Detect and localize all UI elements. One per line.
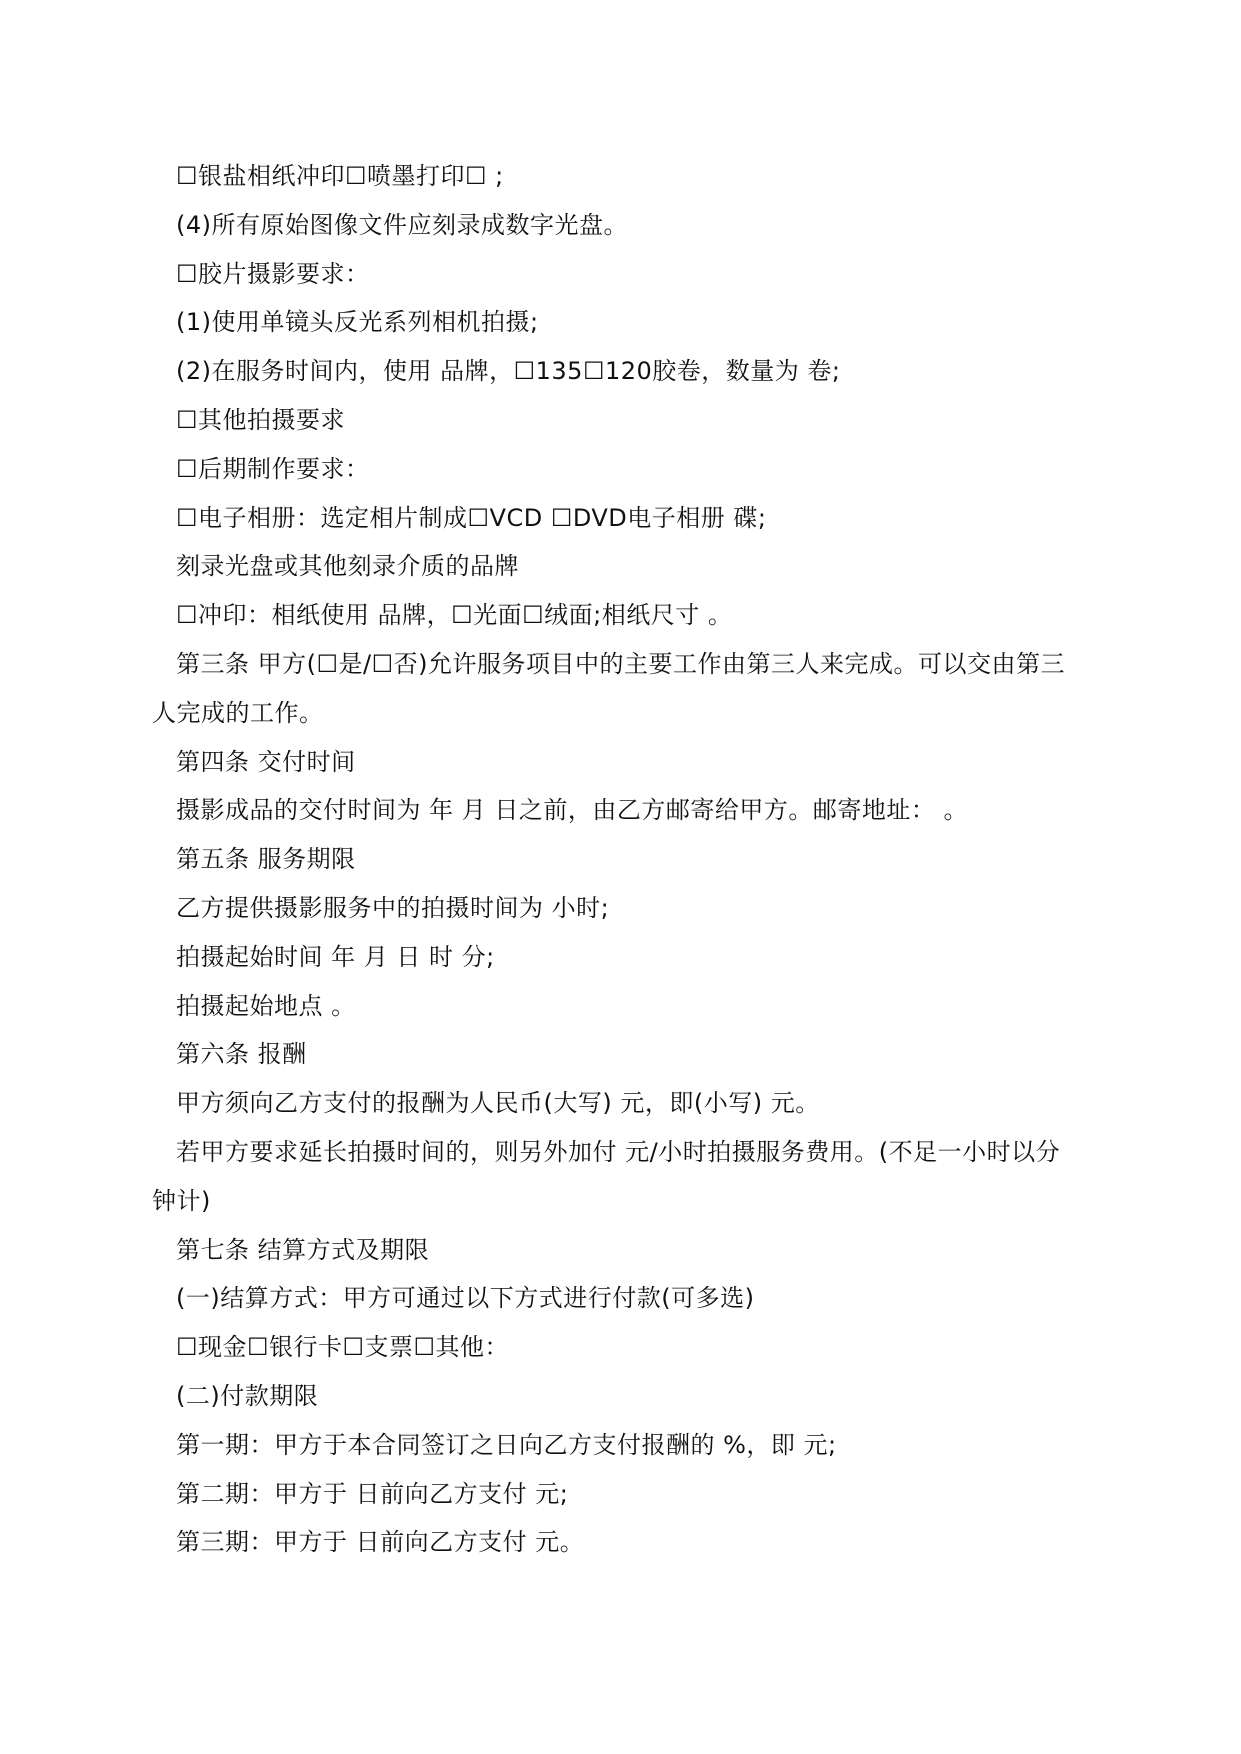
text-line: (1)使用单镜头反光系列相机拍摄; [176,308,539,337]
article-heading: 第六条 报酬 [176,1040,307,1069]
text-line: 第二期：甲方于 日前向乙方支付 元; [176,1479,569,1508]
text-line: ☐电子相册：选定相片制成☐VCD ☐DVD电子相册 碟; [176,503,767,532]
text-line: ☐胶片摄影要求： [176,259,370,288]
extension-fee-line-1: 若甲方要求延长拍摄时间的，则另外加付 元/小时拍摄服务费用。(不足一小时以分 [176,1137,1061,1166]
article-3-line-2: 人完成的工作。 [152,698,324,727]
text-line: 甲方须向乙方支付的报酬为人民币(大写) 元，即(小写) 元。 [176,1089,820,1118]
text-line: ☐现金☐银行卡☐支票☐其他： [176,1333,510,1362]
document-body [152,152,1087,1567]
text-line: ☐冲印：相纸使用 品牌，☐光面☐绒面;相纸尺寸 。 [176,601,733,630]
text-line: (2)在服务时间内，使用 品牌，☐135☐120胶卷，数量为 卷; [176,357,841,386]
text-line: 摄影成品的交付时间为 年 月 日之前，由乙方邮寄给甲方。邮寄地址： 。 [176,796,969,825]
article-heading: 第五条 服务期限 [176,845,356,874]
text-line: 拍摄起始地点 。 [176,991,356,1020]
text-line: (4)所有原始图像文件应刻录成数字光盘。 [176,210,628,239]
text-line: 乙方提供摄影服务中的拍摄时间为 小时; [176,893,610,922]
text-line: 第三期：甲方于 日前向乙方支付 元。 [176,1528,585,1557]
text-line: 刻录光盘或其他刻录介质的品牌 [176,552,519,581]
extension-fee-line-2: 钟计) [152,1186,211,1215]
text-line: (一)结算方式：甲方可通过以下方式进行付款(可多选) [176,1284,755,1313]
article-heading: 第七条 结算方式及期限 [176,1235,430,1264]
text-line: 拍摄起始时间 年 月 日 时 分; [176,942,495,971]
text-line: ☐其他拍摄要求 [176,405,346,434]
text-line: ☐后期制作要求： [176,454,370,483]
text-line: 第一期：甲方于本合同签订之日向乙方支付报酬的 %，即 元; [176,1430,837,1459]
text-line: ☐银盐相纸冲印☐喷墨打印☐ ; [176,162,504,190]
article-3-line-1: 第三条 甲方(☐是/☐否)允许服务项目中的主要工作由第三人来完成。可以交由第三 [176,649,1065,678]
text-line: (二)付款期限 [176,1381,319,1410]
article-heading: 第四条 交付时间 [176,747,356,776]
